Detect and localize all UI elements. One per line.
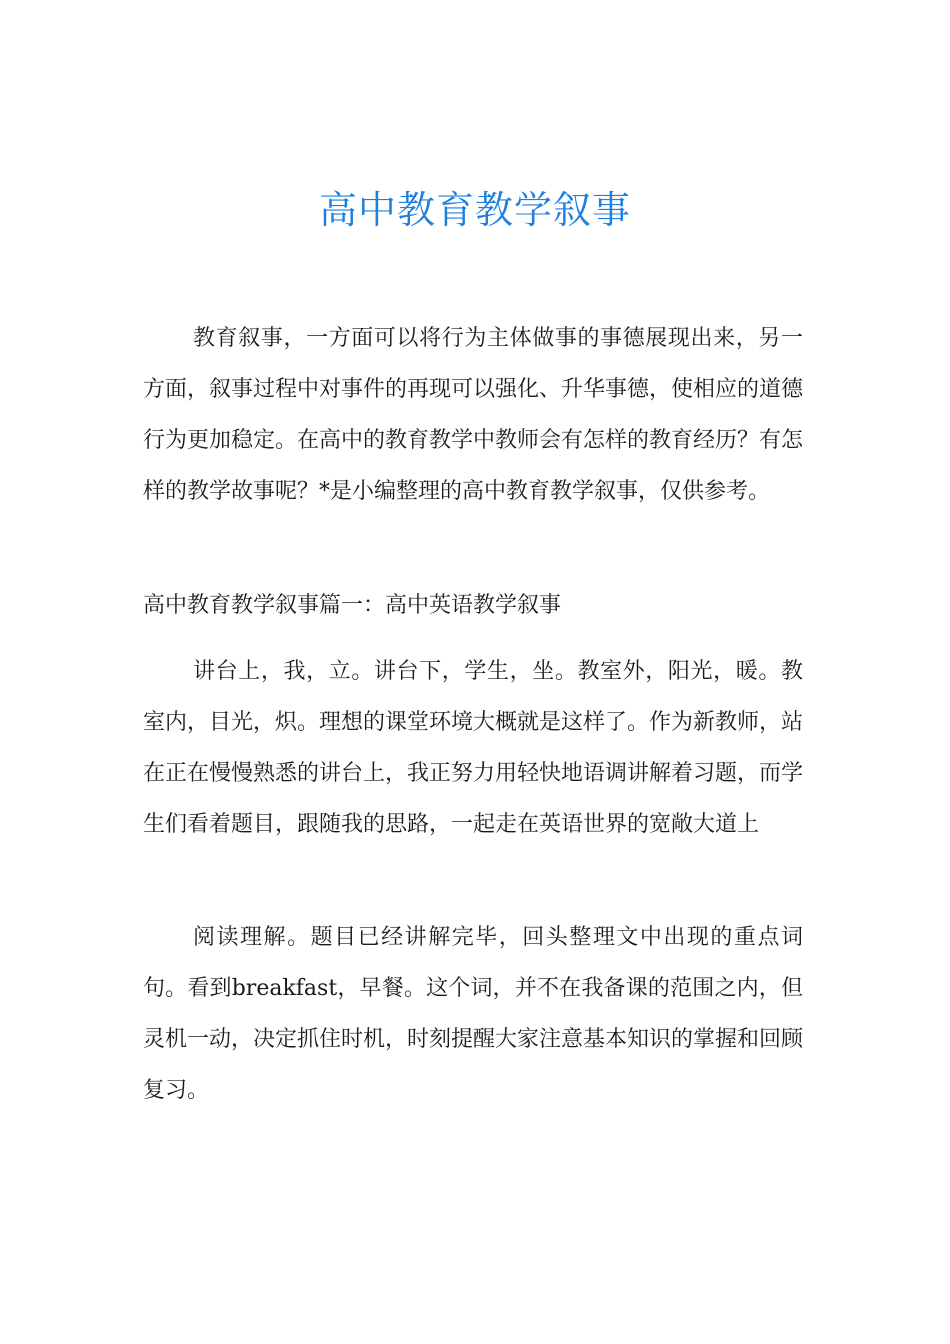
intro-paragraph: 教育叙事，一方面可以将行为主体做事的事德展现出来，另一方面，叙事过程中对事件的再现可以强化、升华事德，使相应的道德行为更加稳定。在高中的教育教学中教师会有怎样的教育经历？有怎样的教学故事呢？*是小编整理的高中教育教学叙事，仅供参考。 [143,326,804,504]
story-paragraph-2: 阅读理解。题目已经讲解完毕，回头整理文中出现的重点词句。看到breakfast，早餐。这个词，并不在我备课的范围之内，但灵机一动，决定抓住时机，时刻提醒大家注意基本知识的掌握和回顾复习。 [143,925,804,1103]
story-paragraph-1: 讲台上，我，立。讲台下，学生，坐。教室外，阳光，暖。教室内，目光，炽。理想的课堂环境大概就是这样了。作为新教师，站在正在慢慢熟悉的讲台上，我正努力用轻快地语调讲解着习题，而学生们看着题目，跟随我的思路，一起走在英语世界的宽敞大道上 [143,659,804,837]
document-title: 高中教育教学叙事 [318,188,631,232]
section-heading: 高中教育教学叙事篇一：高中英语教学叙事 [143,593,562,618]
